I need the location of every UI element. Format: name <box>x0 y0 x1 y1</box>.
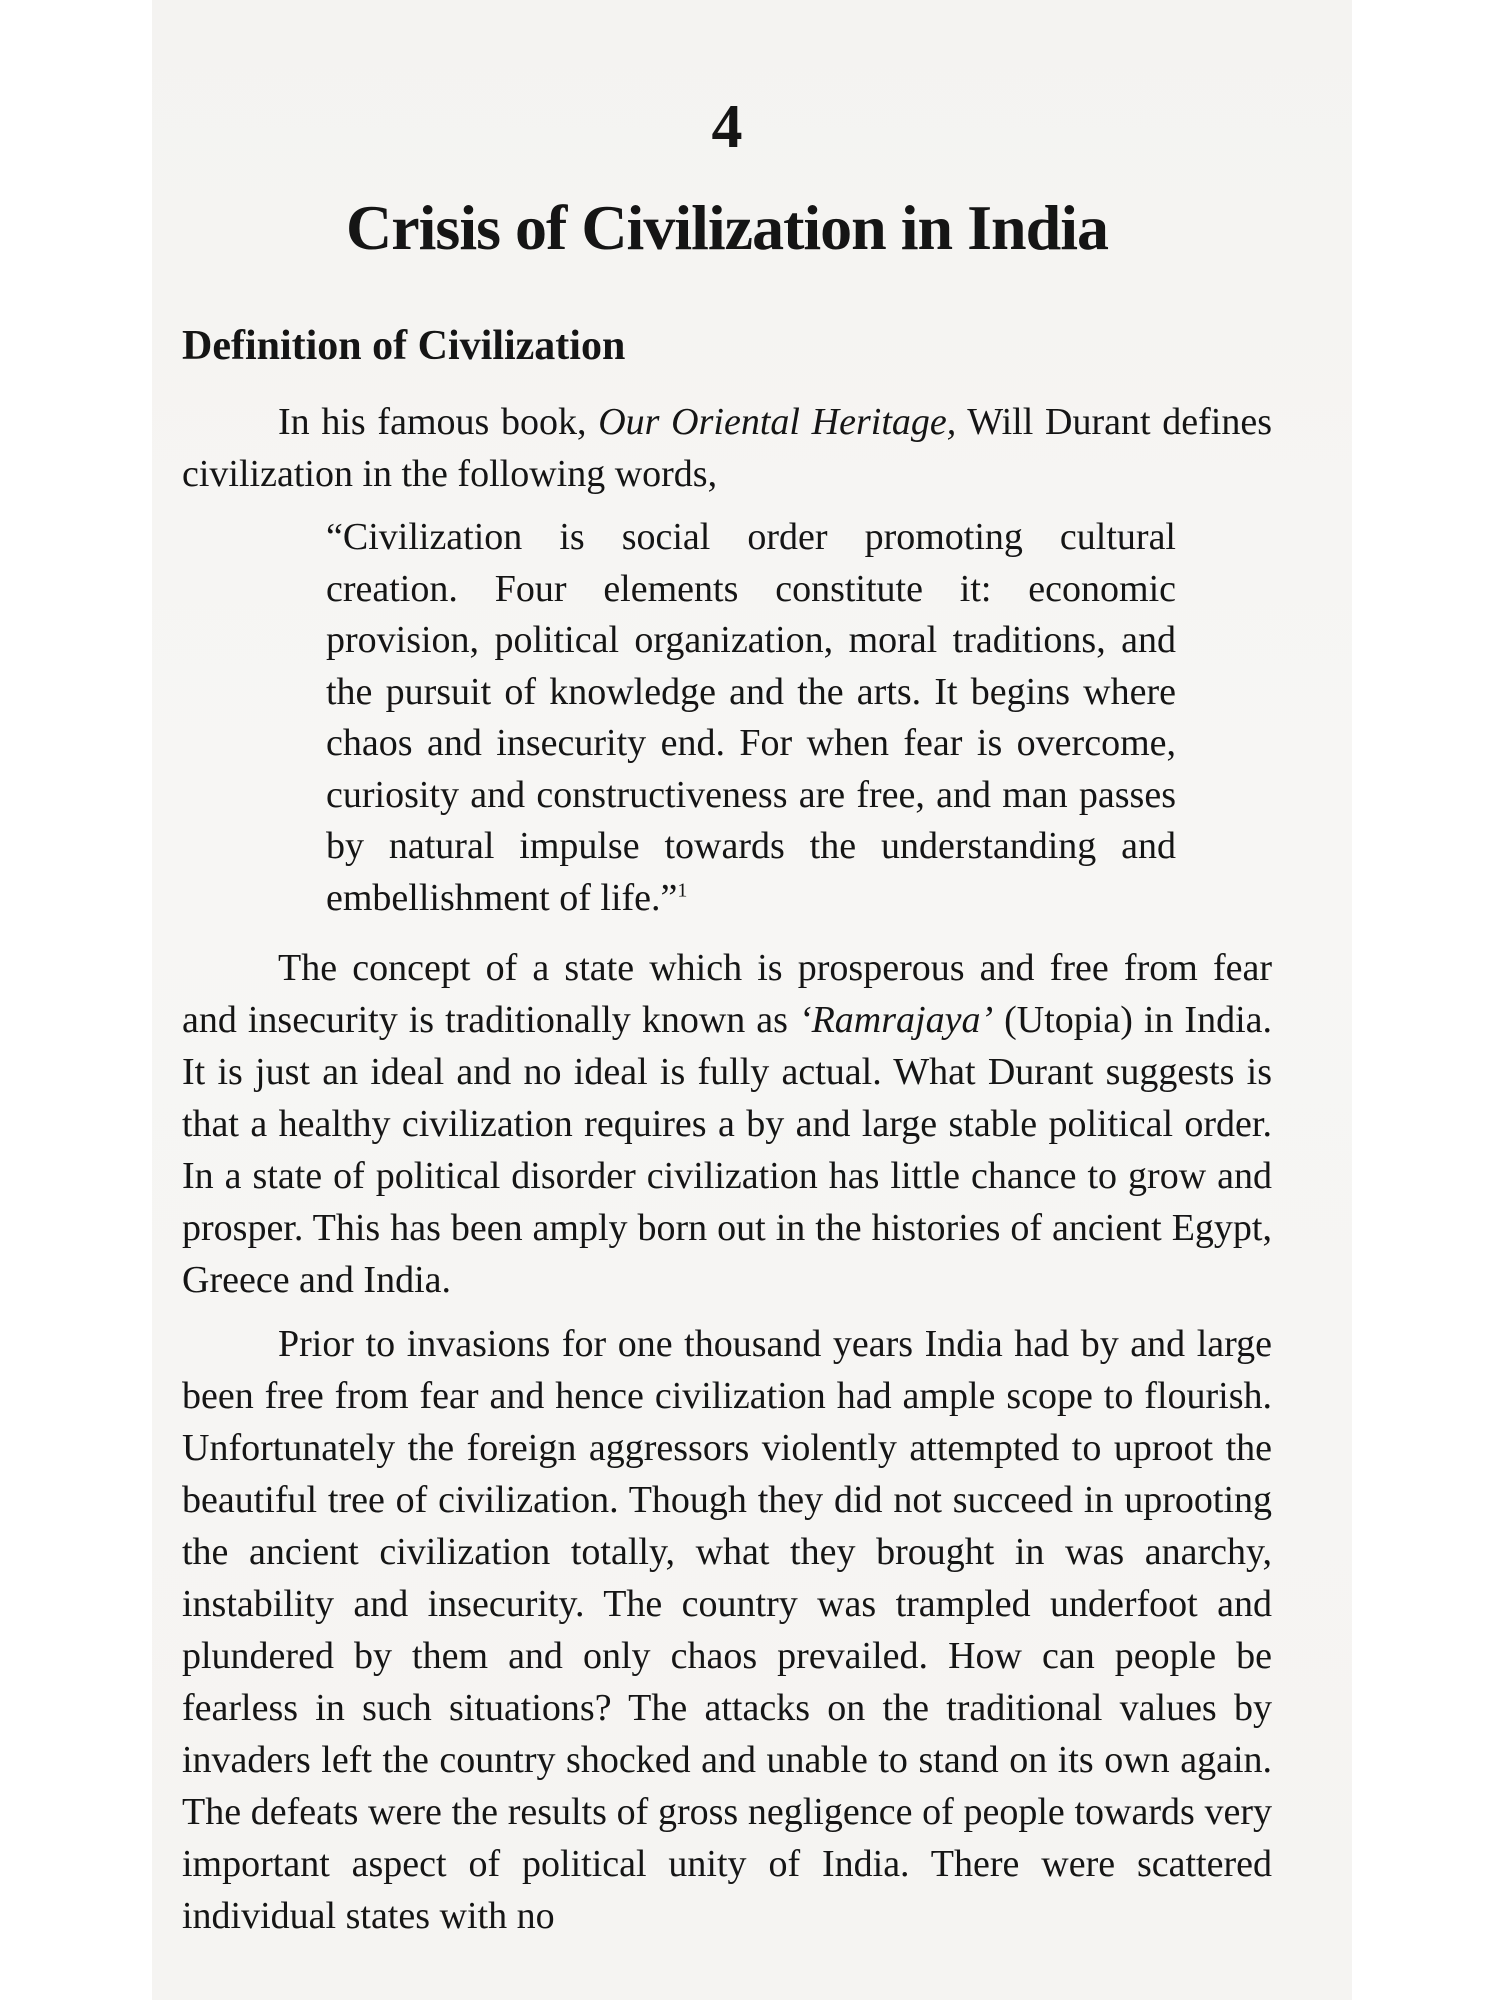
paragraph-intro <box>182 396 1272 500</box>
block-quote-text: “Civilization is social order promoting cultural creation. Four elements constitute it: economic provision, political organization, moral traditions, and the pursuit of knowledge and the arts. It begins where chaos and insecurity end. For when fear is overcome, curiosity and constructiveness are free, and man passes by natural impulse towards the understanding and embellishment of life.” <box>326 516 1176 919</box>
ramrajaya-term: ‘Ramrajaya’ <box>798 999 994 1041</box>
block-quote <box>326 512 1176 924</box>
chapter-number: 4 <box>711 93 743 161</box>
book-page <box>152 0 1352 2000</box>
section-heading: Definition of Civilization <box>182 323 626 369</box>
paragraph-ramrajaya <box>182 942 1272 1306</box>
chapter-title: Crisis of Civilization in India <box>346 192 1108 263</box>
paragraph-intro-text-end: Will Durant defines civilization in the following words, <box>182 401 1272 495</box>
paragraph-invasions: Prior to invasions for one thousand years India had by and large been free from fear and hence civilization had ample scope to flourish. Unfortunately the foreign aggressors violently attempted to uproot the beautiful tree of civilization. Though they did not succeed in uprooting the ancient civilization totally, what they brought in was anarchy, instability and insecurity. The country was trampled underfoot and plundered by them and only chaos prevailed. How can people be fearless in such situations? The attacks on the traditional values by invaders left the country shocked and unable to stand on its own again. The defeats were the results of gross negligence of people towards very important aspect of political unity of India. There were scattered individual states with no <box>182 1323 1272 1937</box>
paragraph-ramrajaya-text-start: The concept of a state which is prosperous and free from fear and insecurity is traditionally known as <box>182 947 1272 1041</box>
book-title: Our Oriental Heritage, <box>598 401 957 443</box>
footnote-marker: 1 <box>677 878 688 901</box>
paragraph-ramrajaya-text-end: (Utopia) in India. It is just an ideal and no ideal is fully actual. What Durant suggests is that a healthy civilization requires a by and large stable political order. In a state of political disorder civilization has little chance to grow and prosper. This has been amply born out in the histories of ancient Egypt, Greece and India. <box>182 999 1272 1301</box>
paragraph-intro-text-start: In his famous book, <box>278 401 599 443</box>
